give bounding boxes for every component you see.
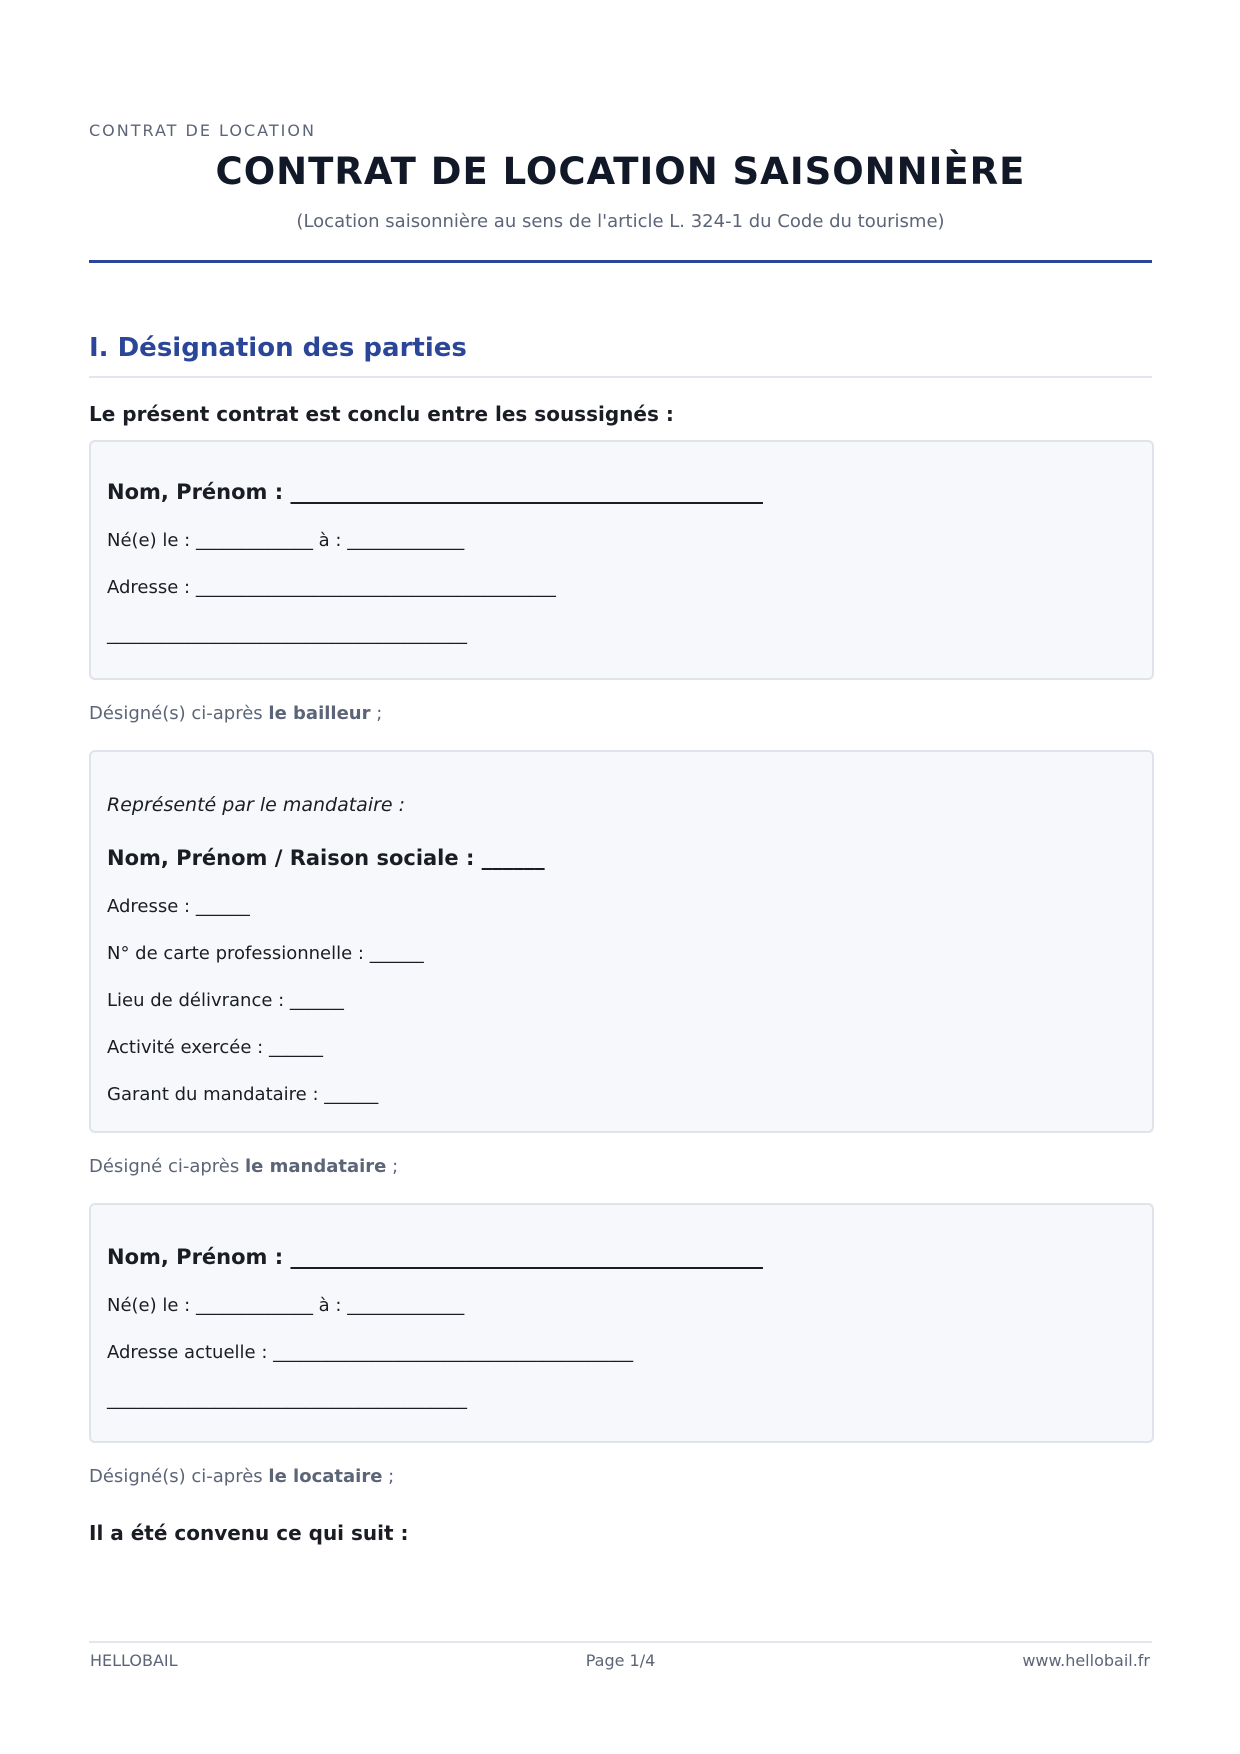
mandataire-box: [89, 750, 1154, 1133]
bailleur-address-field-line2[interactable]: ________________________________________: [107, 624, 467, 645]
document-subtitle: (Location saisonnière au sens de l'article L. 324-1 du Code du tourisme): [296, 211, 945, 232]
designation-role: le mandataire: [244, 1156, 387, 1177]
mandataire-designation: [89, 1156, 398, 1177]
bailleur-box: [89, 440, 1154, 680]
footer-brand: HELLOBAIL: [90, 1651, 178, 1670]
mandataire-activity-field[interactable]: Activité exercée : ______: [107, 1037, 323, 1058]
footer-website-link[interactable]: www.hellobail.fr: [1022, 1651, 1150, 1670]
parties-intro: Le présent contrat est conclu entre les soussignés :: [89, 402, 674, 426]
locataire-address-field[interactable]: Adresse actuelle : ________________________________________: [107, 1342, 634, 1363]
designation-suffix: ;: [382, 1466, 395, 1487]
locataire-designation: [89, 1466, 394, 1487]
locataire-birth-field[interactable]: Né(e) le : _____________ à : _____________: [107, 1295, 465, 1316]
mandataire-name-field[interactable]: Nom, Prénom / Raison sociale : ______: [107, 846, 545, 870]
bailleur-address-field[interactable]: Adresse : ________________________________________: [107, 577, 556, 598]
footer-page-number: Page 1/4: [585, 1651, 656, 1670]
bailleur-birth-field[interactable]: Né(e) le : _____________ à : _____________: [107, 530, 465, 551]
designation-role: le bailleur: [268, 703, 371, 724]
locataire-box: [89, 1203, 1154, 1443]
section-divider: [89, 376, 1152, 378]
mandataire-place-field[interactable]: Lieu de délivrance : ______: [107, 990, 344, 1011]
mandataire-address-field[interactable]: Adresse : ______: [107, 896, 250, 917]
mandataire-intro: Représenté par le mandataire :: [107, 794, 406, 816]
locataire-address-field-line2[interactable]: ________________________________________: [107, 1389, 467, 1410]
designation-prefix: Désigné ci-après: [89, 1156, 245, 1177]
document-title: CONTRAT DE LOCATION SAISONNIÈRE: [215, 150, 1026, 193]
designation-prefix: Désigné(s) ci-après: [89, 703, 269, 724]
mandataire-guarantor-field[interactable]: Garant du mandataire : ______: [107, 1084, 379, 1105]
document-kicker: CONTRAT DE LOCATION: [89, 121, 316, 140]
designation-role: le locataire: [268, 1466, 383, 1487]
mandataire-card-field[interactable]: N° de carte professionnelle : ______: [107, 943, 424, 964]
designation-prefix: Désigné(s) ci-après: [89, 1466, 269, 1487]
bailleur-designation: [89, 703, 382, 724]
agreement-intro: Il a été convenu ce qui suit :: [89, 1521, 409, 1545]
footer-divider: [89, 1641, 1152, 1643]
locataire-name-field[interactable]: Nom, Prénom : _____________________________________________: [107, 1245, 763, 1269]
bailleur-name-field[interactable]: Nom, Prénom : _____________________________________________: [107, 480, 763, 504]
header-divider: [89, 260, 1152, 263]
section-heading-parties: I. Désignation des parties: [89, 333, 467, 363]
designation-suffix: ;: [386, 1156, 399, 1177]
designation-suffix: ;: [370, 703, 383, 724]
